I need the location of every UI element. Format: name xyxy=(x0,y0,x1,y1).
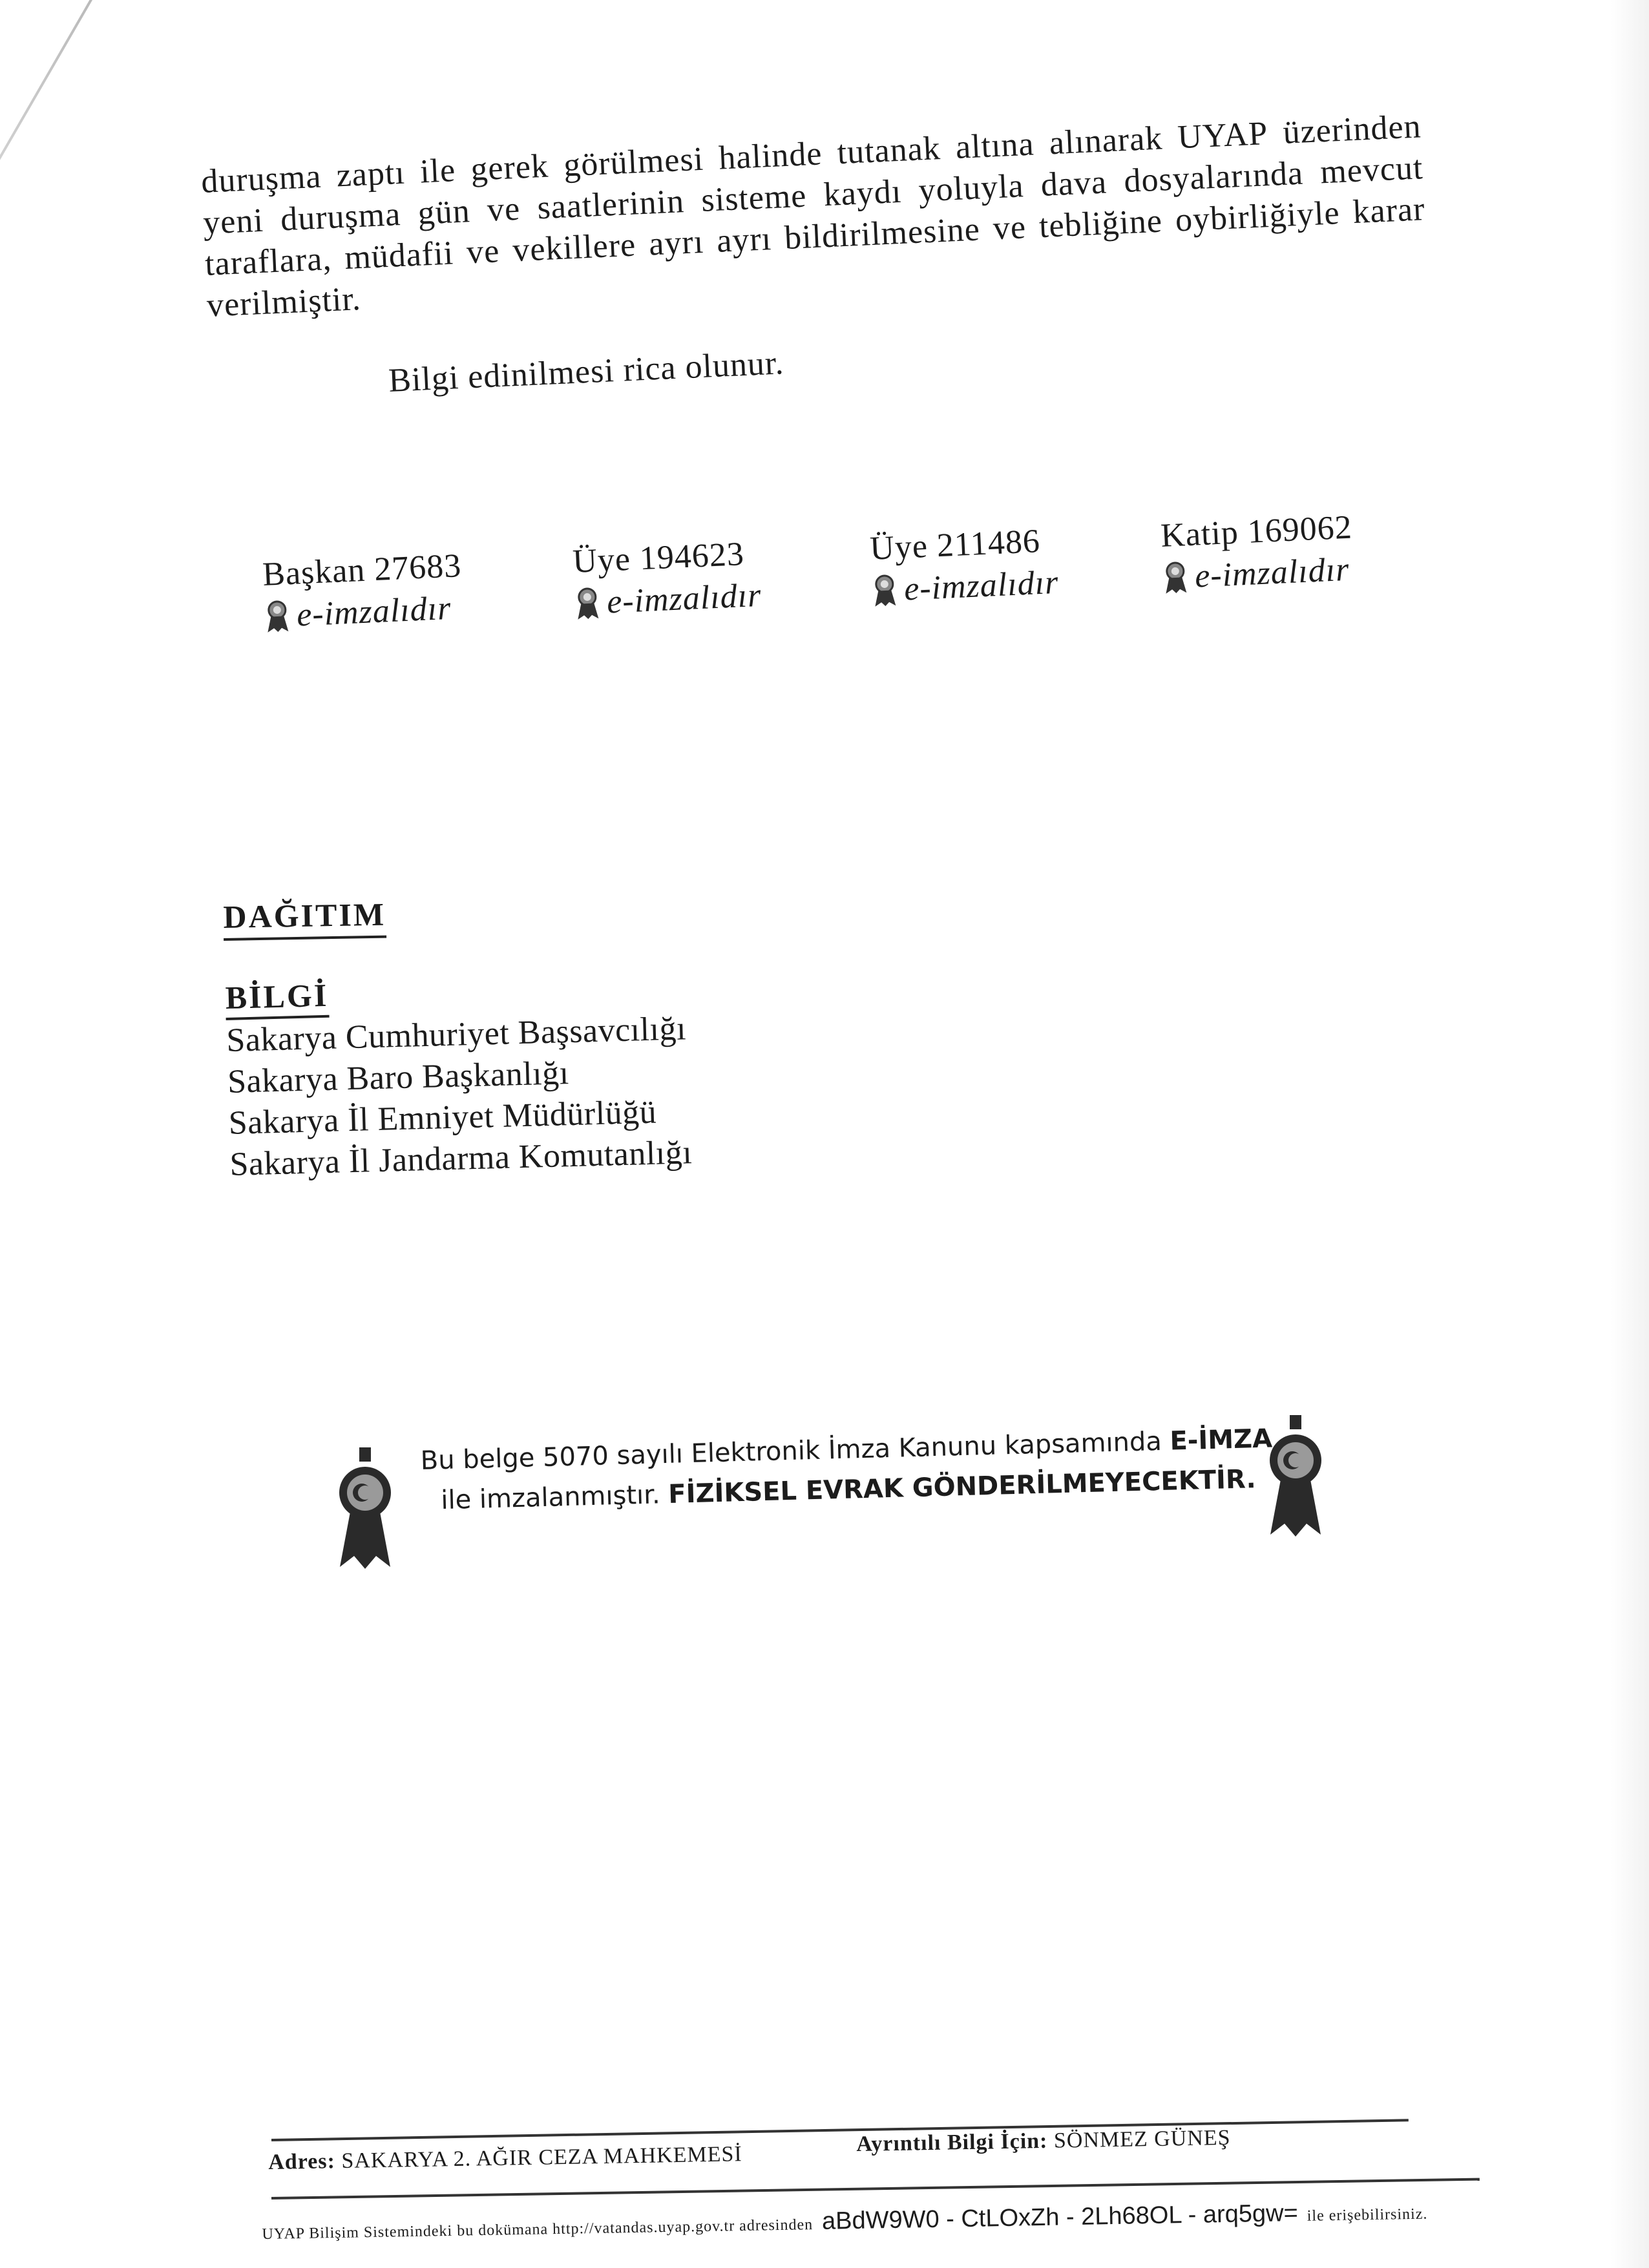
signature-stamp-text: e-imzalıdır xyxy=(903,563,1060,608)
closing-sentence: Bilgi edinilmesi rica olunur. xyxy=(388,344,785,399)
paragraph-word: verilmiştir. xyxy=(205,280,362,324)
paragraph-word: alınarak xyxy=(1048,120,1164,162)
signature-stamp xyxy=(1162,550,1355,596)
paragraph-word: ve xyxy=(486,190,521,229)
paragraph-word: ayrı xyxy=(647,223,705,263)
signature-title: Başkan 27683 xyxy=(262,547,463,593)
address-label: Adres: xyxy=(268,2149,336,2174)
paragraph-word: görülmesi xyxy=(562,140,705,184)
paragraph-word: tebliğine xyxy=(1038,202,1164,246)
paragraph-word: bildirilmesine xyxy=(783,211,981,257)
paragraph-word: müdafii xyxy=(344,235,455,277)
paragraph-word: dosyalarında xyxy=(1123,154,1305,200)
paragraph-word: oybirliğiyle xyxy=(1174,194,1341,239)
footer-rule-bottom xyxy=(271,2178,1480,2200)
signature-uye-1 xyxy=(572,534,762,623)
paragraph-word: ayrı xyxy=(715,220,773,260)
paragraph-word: yeni xyxy=(202,202,265,242)
distribution-heading: DAĞITIM xyxy=(223,896,386,941)
uyap-access-line xyxy=(262,2198,1428,2245)
esign-notice-text xyxy=(420,1418,1274,1520)
paragraph-word: gün xyxy=(417,193,471,232)
footer-address xyxy=(268,2142,742,2175)
e-signature-badge-icon xyxy=(1162,560,1189,595)
paragraph-word: kaydı xyxy=(823,173,903,214)
recipient-item: Sakarya İl Jandarma Komutanlığı xyxy=(229,1134,693,1183)
paragraph-word: vekillere xyxy=(512,226,637,269)
paragraph-word: ile xyxy=(419,152,457,191)
paragraph-word: karar xyxy=(1352,191,1426,231)
signature-stamp xyxy=(264,589,464,636)
signature-baskan xyxy=(262,547,464,636)
e-signature-badge-icon xyxy=(574,586,601,621)
paragraph-word: üzerinden xyxy=(1282,108,1422,151)
address-value: SAKARYA 2. AĞIR CEZA MAHKEMESİ xyxy=(341,2142,742,2174)
esign-line1: Bu belge 5070 sayılı Elektronik İmza Kanunu kapsamında xyxy=(420,1426,1171,1476)
uyap-prefix: UYAP Bilişim Sistemindeki bu dokümana http://vatandas.uyap.gov.tr adresinden xyxy=(262,2216,814,2243)
detail-label: Ayrıntılı Bilgi İçin: xyxy=(856,2128,1048,2156)
recipient-item: Sakarya İl Emniyet Müdürlüğü xyxy=(228,1093,657,1142)
paragraph-word: sisteme xyxy=(700,177,808,219)
signature-stamp xyxy=(871,563,1060,610)
signature-katip xyxy=(1160,509,1355,597)
e-signature-badge-icon xyxy=(871,573,898,608)
scan-fold-line xyxy=(0,0,99,251)
e-signature-ribbon-icon xyxy=(1266,1415,1325,1538)
paragraph-word: ve xyxy=(992,209,1027,247)
detail-value: SÖNMEZ GÜNEŞ xyxy=(1053,2125,1231,2153)
paragraph-word: altına xyxy=(954,125,1035,166)
esign-notice xyxy=(336,1415,1331,1570)
decision-paragraph xyxy=(200,106,1434,327)
paragraph-word: gerek xyxy=(470,147,550,189)
paragraph-word: yoluyla xyxy=(918,167,1025,209)
paragraph-word: duruşma xyxy=(200,158,322,200)
scan-edge-shadow xyxy=(1610,0,1649,2268)
footer-rule-top xyxy=(271,2119,1409,2141)
paragraph-word: ve xyxy=(465,233,501,271)
e-signature-badge-icon xyxy=(264,599,291,634)
paragraph-word: mevcut xyxy=(1319,149,1424,191)
esign-line2-bold: FİZİKSEL EVRAK GÖNDERİLMEYECEKTİR. xyxy=(667,1464,1257,1509)
signature-uye-2 xyxy=(869,521,1060,610)
e-signature-ribbon-icon xyxy=(336,1447,394,1570)
paragraph-word: duruşma xyxy=(279,196,402,238)
footer-detail xyxy=(856,2126,1231,2157)
paragraph-word: tutanak xyxy=(836,130,941,172)
paragraph-word: taraflara, xyxy=(204,240,333,283)
recipient-item: Sakarya Cumhuriyet Başsavcılığı xyxy=(226,1010,687,1059)
distribution-info-block xyxy=(225,967,693,1186)
paragraph-word: dava xyxy=(1040,163,1108,204)
paragraph-word: zaptı xyxy=(335,154,406,194)
signature-stamp-text: e-imzalıdır xyxy=(1193,551,1350,595)
paragraph-word: UYAP xyxy=(1177,115,1269,156)
paragraph-word: saatlerinin xyxy=(536,183,686,227)
signature-stamp-text: e-imzalıdır xyxy=(605,576,762,621)
esign-line1-bold: E-İMZA xyxy=(1169,1423,1273,1456)
signature-title: Üye 194623 xyxy=(572,535,745,580)
paragraph-word: halinde xyxy=(718,135,823,177)
esign-line2: ile imzalanmıştır. xyxy=(440,1479,669,1516)
info-heading: BİLGİ xyxy=(225,976,329,1020)
recipient-item: Sakarya Baro Başkanlığı xyxy=(227,1055,570,1100)
uyap-access-code: aBdW9W0 - CtLOxZh - 2Lh68OL - arq5gw= xyxy=(821,2200,1299,2235)
signature-stamp xyxy=(574,576,762,623)
signature-stamp-text: e-imzalıdır xyxy=(295,589,452,634)
signature-title: Üye 211486 xyxy=(869,523,1042,567)
uyap-suffix: ile erişebilirsiniz. xyxy=(1307,2205,1428,2225)
signature-title: Katip 169062 xyxy=(1160,509,1353,554)
